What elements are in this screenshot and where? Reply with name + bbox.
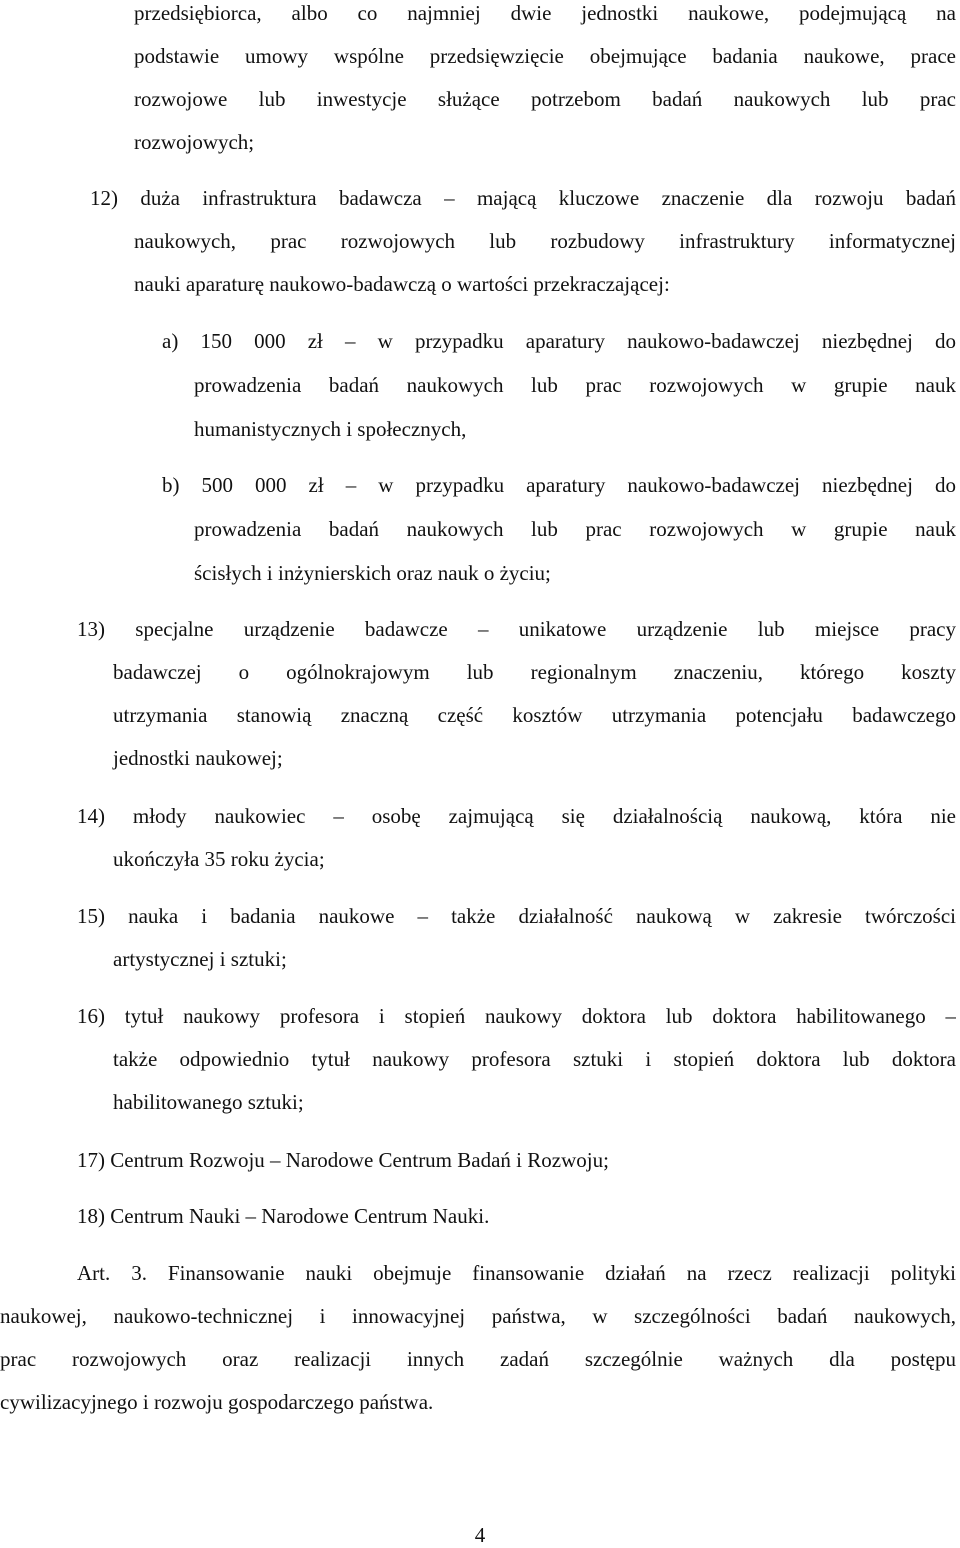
- text-line: artystycznej i sztuki;: [113, 947, 287, 971]
- sub-item-line: b) 500 000 zł – w przypadku aparatury naukowo-badawczej niezbędnej do: [162, 473, 956, 497]
- text-line: nauki aparaturę naukowo-badawczą o wartości przekraczającej:: [134, 272, 670, 296]
- text-line: humanistycznych i społecznych,: [194, 417, 467, 441]
- list-item-number-line: 12) duża infrastruktura badawcza – mającą kluczowe znaczenie dla rozwoju badań: [90, 186, 956, 210]
- page-number: 4: [474, 1523, 486, 1547]
- list-item-number-line: 17) Centrum Rozwoju – Narodowe Centrum Badań i Rozwoju;: [77, 1148, 609, 1172]
- text-line: prowadzenia badań naukowych lub prac rozwojowych w grupie nauk: [194, 373, 956, 397]
- list-item-number-line: 15) nauka i badania naukowe – także działalność naukową w zakresie twórczości: [77, 904, 956, 928]
- text-line: także odpowiednio tytuł naukowy profesora sztuki i stopień doktora lub doktora: [113, 1047, 956, 1071]
- text-line: utrzymania stanowią znaczną część kosztów utrzymania potencjału badawczego: [113, 703, 956, 727]
- text-line: prowadzenia badań naukowych lub prac rozwojowych w grupie nauk: [194, 517, 956, 541]
- text-line: ukończyła 35 roku życia;: [113, 847, 325, 871]
- text-line: rozwojowych;: [134, 130, 255, 154]
- text-line: badawczej o ogólnokrajowym lub regionalnym znaczeniu, którego koszty: [113, 660, 956, 684]
- text-line: naukowej, naukowo-technicznej i innowacyjnej państwa, w szczególności badań naukowych,: [0, 1304, 956, 1328]
- sub-item-line: a) 150 000 zł – w przypadku aparatury naukowo-badawczej niezbędnej do: [162, 329, 956, 353]
- list-item-number-line: 14) młody naukowiec – osobę zajmującą się działalnością naukową, która nie: [77, 804, 956, 828]
- list-item-number-line: 13) specjalne urządzenie badawcze – unikatowe urządzenie lub miejsce pracy: [77, 617, 956, 641]
- text-line: prac rozwojowych oraz realizacji innych zadań szczególnie ważnych dla postępu: [0, 1347, 956, 1371]
- text-line: naukowych, prac rozwojowych lub rozbudowy infrastruktury informatycznej: [134, 229, 956, 253]
- article-heading-line: Art. 3. Finansowanie nauki obejmuje finansowanie działań na rzecz realizacji polityki: [77, 1261, 956, 1285]
- list-item-number-line: 18) Centrum Nauki – Narodowe Centrum Nauki.: [77, 1204, 490, 1228]
- text-line: habilitowanego sztuki;: [113, 1090, 304, 1114]
- list-item-number-line: 16) tytuł naukowy profesora i stopień naukowy doktora lub doktora habilitowanego –: [77, 1004, 956, 1028]
- text-line: przedsiębiorca, albo co najmniej dwie jednostki naukowe, podejmującą na: [134, 1, 956, 25]
- text-line: podstawie umowy wspólne przedsięwzięcie obejmujące badania naukowe, prace: [134, 44, 956, 68]
- text-line: ścisłych i inżynierskich oraz nauk o życiu;: [194, 561, 551, 585]
- text-line: rozwojowe lub inwestycje służące potrzebom badań naukowych lub prac: [134, 87, 956, 111]
- text-line: cywilizacyjnego i rozwoju gospodarczego państwa.: [0, 1390, 434, 1414]
- text-line: jednostki naukowej;: [113, 746, 283, 770]
